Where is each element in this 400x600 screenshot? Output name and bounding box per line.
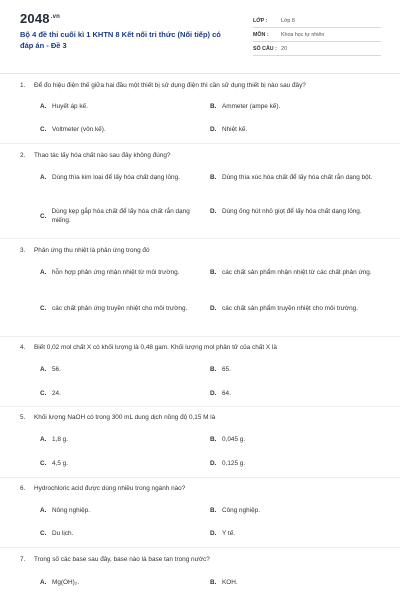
option-text: Dùng thìa xúc hóa chất để lấy hóa chất rắn dạng bột. — [222, 174, 373, 181]
question-7 — [20, 556, 385, 586]
option-text: Nông nghiệp. — [52, 507, 91, 514]
meta-row-grade — [253, 13, 381, 28]
question-stem: Phản ứng thu nhiệt là phản ứng trong đó — [34, 247, 150, 254]
option-a[interactable] — [40, 102, 88, 111]
option-label: B. — [210, 366, 217, 373]
option-label: C. — [40, 305, 47, 312]
option-label: A. — [40, 507, 47, 514]
option-text: 4,5 g. — [52, 460, 68, 467]
meta-value: Khoa học tự nhiên — [281, 31, 325, 38]
question-2 — [20, 152, 385, 224]
option-c[interactable] — [40, 389, 61, 398]
logo-text: 2048 — [20, 11, 50, 26]
option-label: D. — [210, 208, 217, 215]
question-number: 1. — [20, 82, 26, 89]
option-label: A. — [40, 103, 47, 110]
option-a[interactable] — [40, 365, 61, 374]
site-logo[interactable] — [20, 11, 60, 26]
logo-tld: .vn — [50, 14, 61, 20]
meta-value: 20 — [281, 45, 287, 52]
option-c[interactable] — [40, 125, 106, 134]
option-label: D. — [210, 390, 217, 397]
question-stem: Hydrochloric acid được dùng nhiều trong ngành nào? — [34, 485, 186, 492]
option-text: 24. — [52, 390, 61, 397]
question-6 — [20, 485, 385, 537]
question-number: 6. — [20, 485, 26, 492]
meta-key: LỚP : — [253, 17, 268, 24]
question-4 — [20, 344, 385, 397]
option-b[interactable] — [210, 173, 375, 182]
question-divider — [0, 238, 400, 239]
option-text: 64. — [222, 390, 231, 397]
option-label: D. — [210, 530, 217, 537]
question-divider — [0, 406, 400, 407]
option-text: các chất sản phẩm truyền nhiệt cho môi trường. — [222, 305, 358, 312]
header-divider — [0, 73, 400, 74]
question-stem: Để đo hiệu điện thế giữa hai đầu một thiết bị sử dụng điện thì cần sử dụng thiết bị nào sau đây? — [34, 82, 306, 89]
question-divider — [0, 336, 400, 337]
option-label: D. — [210, 305, 217, 312]
question-number: 3. — [20, 247, 26, 254]
option-b[interactable] — [210, 506, 260, 515]
question-number: 7. — [20, 556, 26, 563]
question-3 — [20, 247, 385, 312]
option-c[interactable] — [40, 529, 73, 538]
option-label: D. — [210, 126, 217, 133]
option-b[interactable] — [210, 578, 238, 587]
meta-row-subject — [253, 28, 381, 42]
meta-table — [253, 13, 381, 56]
meta-value: Lớp 8 — [281, 17, 295, 24]
option-d[interactable] — [210, 207, 375, 216]
option-b[interactable] — [210, 102, 280, 111]
question-stem: Biết 0,02 mol chất X có khối lượng là 0,48 gam. Khối lượng mol phân tử của chất X là — [34, 344, 277, 351]
question-number: 2. — [20, 152, 26, 159]
option-text: 65. — [222, 366, 231, 373]
page-title: Bộ 4 đề thi cuối kì 1 KHTN 8 Kết nối tri thức (Nối tiếp) có đáp án - Đề 3 — [20, 30, 221, 50]
option-text: Nhiệt kế. — [222, 126, 248, 133]
option-b[interactable] — [210, 435, 245, 444]
option-d[interactable] — [210, 304, 375, 313]
question-number: 5. — [20, 414, 26, 421]
option-text: 0,045 g. — [222, 436, 246, 443]
option-label: A. — [40, 436, 47, 443]
option-label: A. — [40, 579, 47, 586]
option-text: Y tế. — [222, 530, 236, 537]
option-label: B. — [210, 269, 217, 276]
option-label: A. — [40, 366, 47, 373]
question-stem: Thao tác lấy hóa chất nào sau đây không đúng? — [34, 152, 171, 159]
option-text: các chất phản ứng truyền nhiệt cho môi trường. — [52, 305, 188, 312]
option-c[interactable] — [40, 459, 68, 468]
option-label: D. — [210, 460, 217, 467]
option-c[interactable] — [40, 304, 205, 313]
option-text: Công nghiệp. — [222, 507, 261, 514]
option-text: Huyết áp kế. — [52, 103, 88, 110]
option-a[interactable] — [40, 578, 79, 587]
option-text: Mg(OH)₂. — [52, 579, 79, 586]
option-label: C. — [40, 390, 47, 397]
option-label: B. — [210, 507, 217, 514]
question-stem: Trong số các base sau đây, base nào là base tan trong nước? — [34, 556, 210, 563]
question-divider — [0, 477, 400, 478]
option-text: các chất sản phẩm nhận nhiệt từ các chất phản ứng. — [222, 269, 372, 276]
option-text: Dùng thìa kim loại để lấy hóa chất dạng lỏng. — [52, 174, 180, 181]
option-text: 1,8 g. — [52, 436, 68, 443]
option-c[interactable] — [40, 207, 205, 225]
option-label: A. — [40, 174, 47, 181]
option-d[interactable] — [210, 459, 245, 468]
option-a[interactable] — [40, 506, 90, 515]
question-number: 4. — [20, 344, 26, 351]
option-d[interactable] — [210, 389, 231, 398]
question-1 — [20, 82, 385, 133]
option-label: B. — [210, 103, 217, 110]
question-divider — [0, 547, 400, 548]
option-b[interactable] — [210, 268, 375, 277]
option-d[interactable] — [210, 125, 247, 134]
option-label: C. — [40, 126, 47, 133]
option-text: Ammeter (ampe kế). — [222, 103, 281, 110]
option-label: C. — [40, 212, 47, 220]
option-label: B. — [210, 579, 217, 586]
option-text: 0,125 g. — [222, 460, 246, 467]
option-text: hỗn hợp phản ứng nhận nhiệt từ môi trường. — [52, 269, 180, 276]
meta-row-count — [253, 42, 381, 56]
option-text: Dùng kẹp gắp hóa chất để lấy hóa chất rắn dạng miếng. — [51, 208, 190, 224]
meta-key: MÔN : — [253, 31, 269, 38]
page-header — [0, 0, 400, 66]
option-text: 56. — [52, 366, 61, 373]
option-label: A. — [40, 269, 47, 276]
option-label: B. — [210, 436, 217, 443]
meta-key: SỐ CÂU : — [253, 45, 277, 52]
option-a[interactable] — [40, 173, 205, 182]
question-divider — [0, 143, 400, 144]
option-label: C. — [40, 530, 47, 537]
option-a[interactable] — [40, 435, 68, 444]
option-text: KOH. — [222, 579, 238, 586]
option-text: Voltmeter (vôn kế). — [52, 126, 106, 133]
option-b[interactable] — [210, 365, 231, 374]
question-5 — [20, 414, 385, 467]
option-text: Dùng ống hút nhỏ giọt để lấy hóa chất dạng lỏng. — [222, 208, 362, 215]
option-a[interactable] — [40, 268, 205, 277]
option-label: B. — [210, 174, 217, 181]
question-stem: Khối lượng NaOH có trong 300 mL dung dịch nồng độ 0,15 M là — [34, 414, 216, 421]
option-d[interactable] — [210, 529, 235, 538]
option-text: Du lịch. — [52, 530, 74, 537]
option-label: C. — [40, 460, 47, 467]
